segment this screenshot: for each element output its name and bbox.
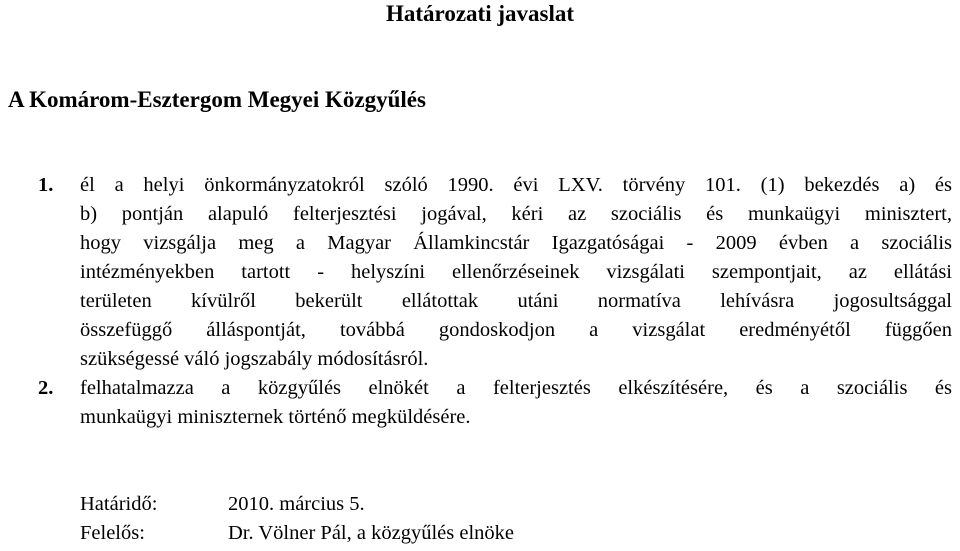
responsible-row bbox=[80, 519, 514, 547]
item-line: munkaügyi miniszternek történő megküldésére. bbox=[80, 406, 471, 428]
item-number: 1. bbox=[38, 174, 54, 196]
item-line: szükségessé váló jogszabály módosításról. bbox=[80, 348, 429, 370]
item-number: 2. bbox=[38, 377, 54, 399]
document-subtitle: A Komárom-Esztergom Megyei Közgyűlés bbox=[8, 87, 426, 112]
document-title: Határozati javaslat bbox=[385, 1, 574, 26]
item-line: hogy vizsgálja meg a Magyar Államkincstár Igazgatóságai - 2009 évben a szociális bbox=[80, 232, 952, 254]
item-body bbox=[80, 171, 952, 374]
resolution-item-1 bbox=[0, 171, 952, 374]
item-line: területen kívülről bekerült ellátottak utáni normatíva lehívásra jogosultsággal bbox=[80, 290, 952, 312]
deadline-row bbox=[80, 490, 365, 518]
deadline-label: Határidő: bbox=[80, 493, 158, 515]
responsible-value: Dr. Völner Pál, a közgyűlés elnöke bbox=[228, 522, 514, 544]
item-line: intézményekben tartott - helyszíni ellenőrzéseinek vizsgálati szempontjait, az ellátási bbox=[80, 261, 952, 283]
responsible-label: Felelős: bbox=[80, 522, 145, 544]
item-line: él a helyi önkormányzatokról szóló 1990. évi LXV. törvény 101. (1) bekezdés a) és bbox=[80, 174, 952, 196]
deadline-value: 2010. március 5. bbox=[228, 493, 365, 515]
item-line: b) pontján alapuló felterjesztési jogával, kéri az szociális és munkaügyi minisztert, bbox=[80, 203, 952, 225]
item-body bbox=[80, 374, 952, 432]
resolution-item-2 bbox=[0, 374, 952, 432]
item-line: felhatalmazza a közgyűlés elnökét a felterjesztés elkészítésére, és a szociális és bbox=[80, 377, 952, 399]
item-line: összefüggő álláspontját, továbbá gondoskodjon a vizsgálat eredményétől függően bbox=[80, 319, 952, 341]
